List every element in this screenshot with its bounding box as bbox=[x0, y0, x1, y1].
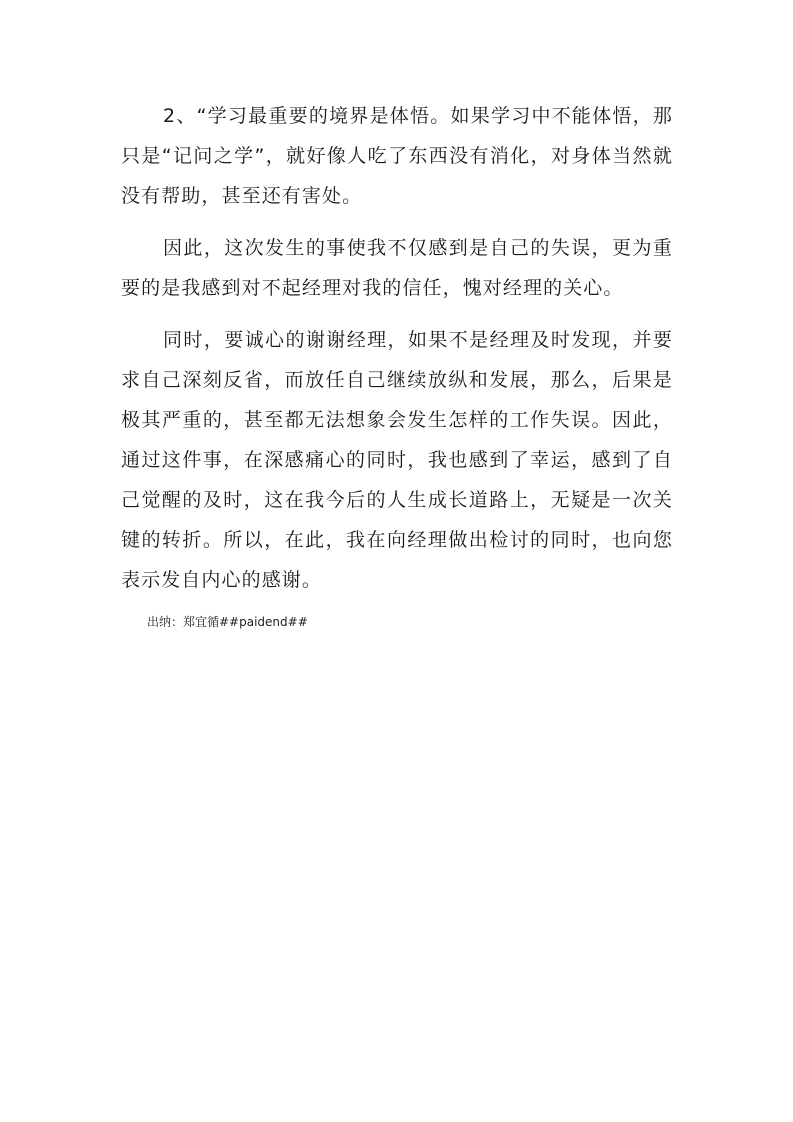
paragraph-2: 因此，这次发生的事使我不仅感到是自己的失误，更为重要的是我感到对不起经理对我的信任，愧对经理的关心。 bbox=[121, 237, 673, 299]
paragraph-3: 同时，要诚心的谢谢经理，如果不是经理及时发现，并要求自己深刻反省，而放任自己继续放纵和发展，那么，后果是极其严重的，甚至都无法想象会发生怎样的工作失误。因此，通过这件事，在深感痛心的同时，我也感到了幸运，感到了自己觉醒的及时，这在我今后的人生成长道路上，无疑是一次关键的转折。所以，在此，我在向经理做出检讨的同时，也向您表示发自内心的感谢。 bbox=[121, 329, 673, 591]
paragraph-1: 2、“学习最重要的境界是体悟。如果学习中不能体悟，那只是“记问之学”，就好像人吃了东西没有消化，对身体当然就没有帮助，甚至还有害处。 bbox=[121, 105, 673, 207]
document-body bbox=[121, 96, 673, 632]
footer-note: 出纳：郑宜循##paidend## bbox=[147, 615, 308, 629]
